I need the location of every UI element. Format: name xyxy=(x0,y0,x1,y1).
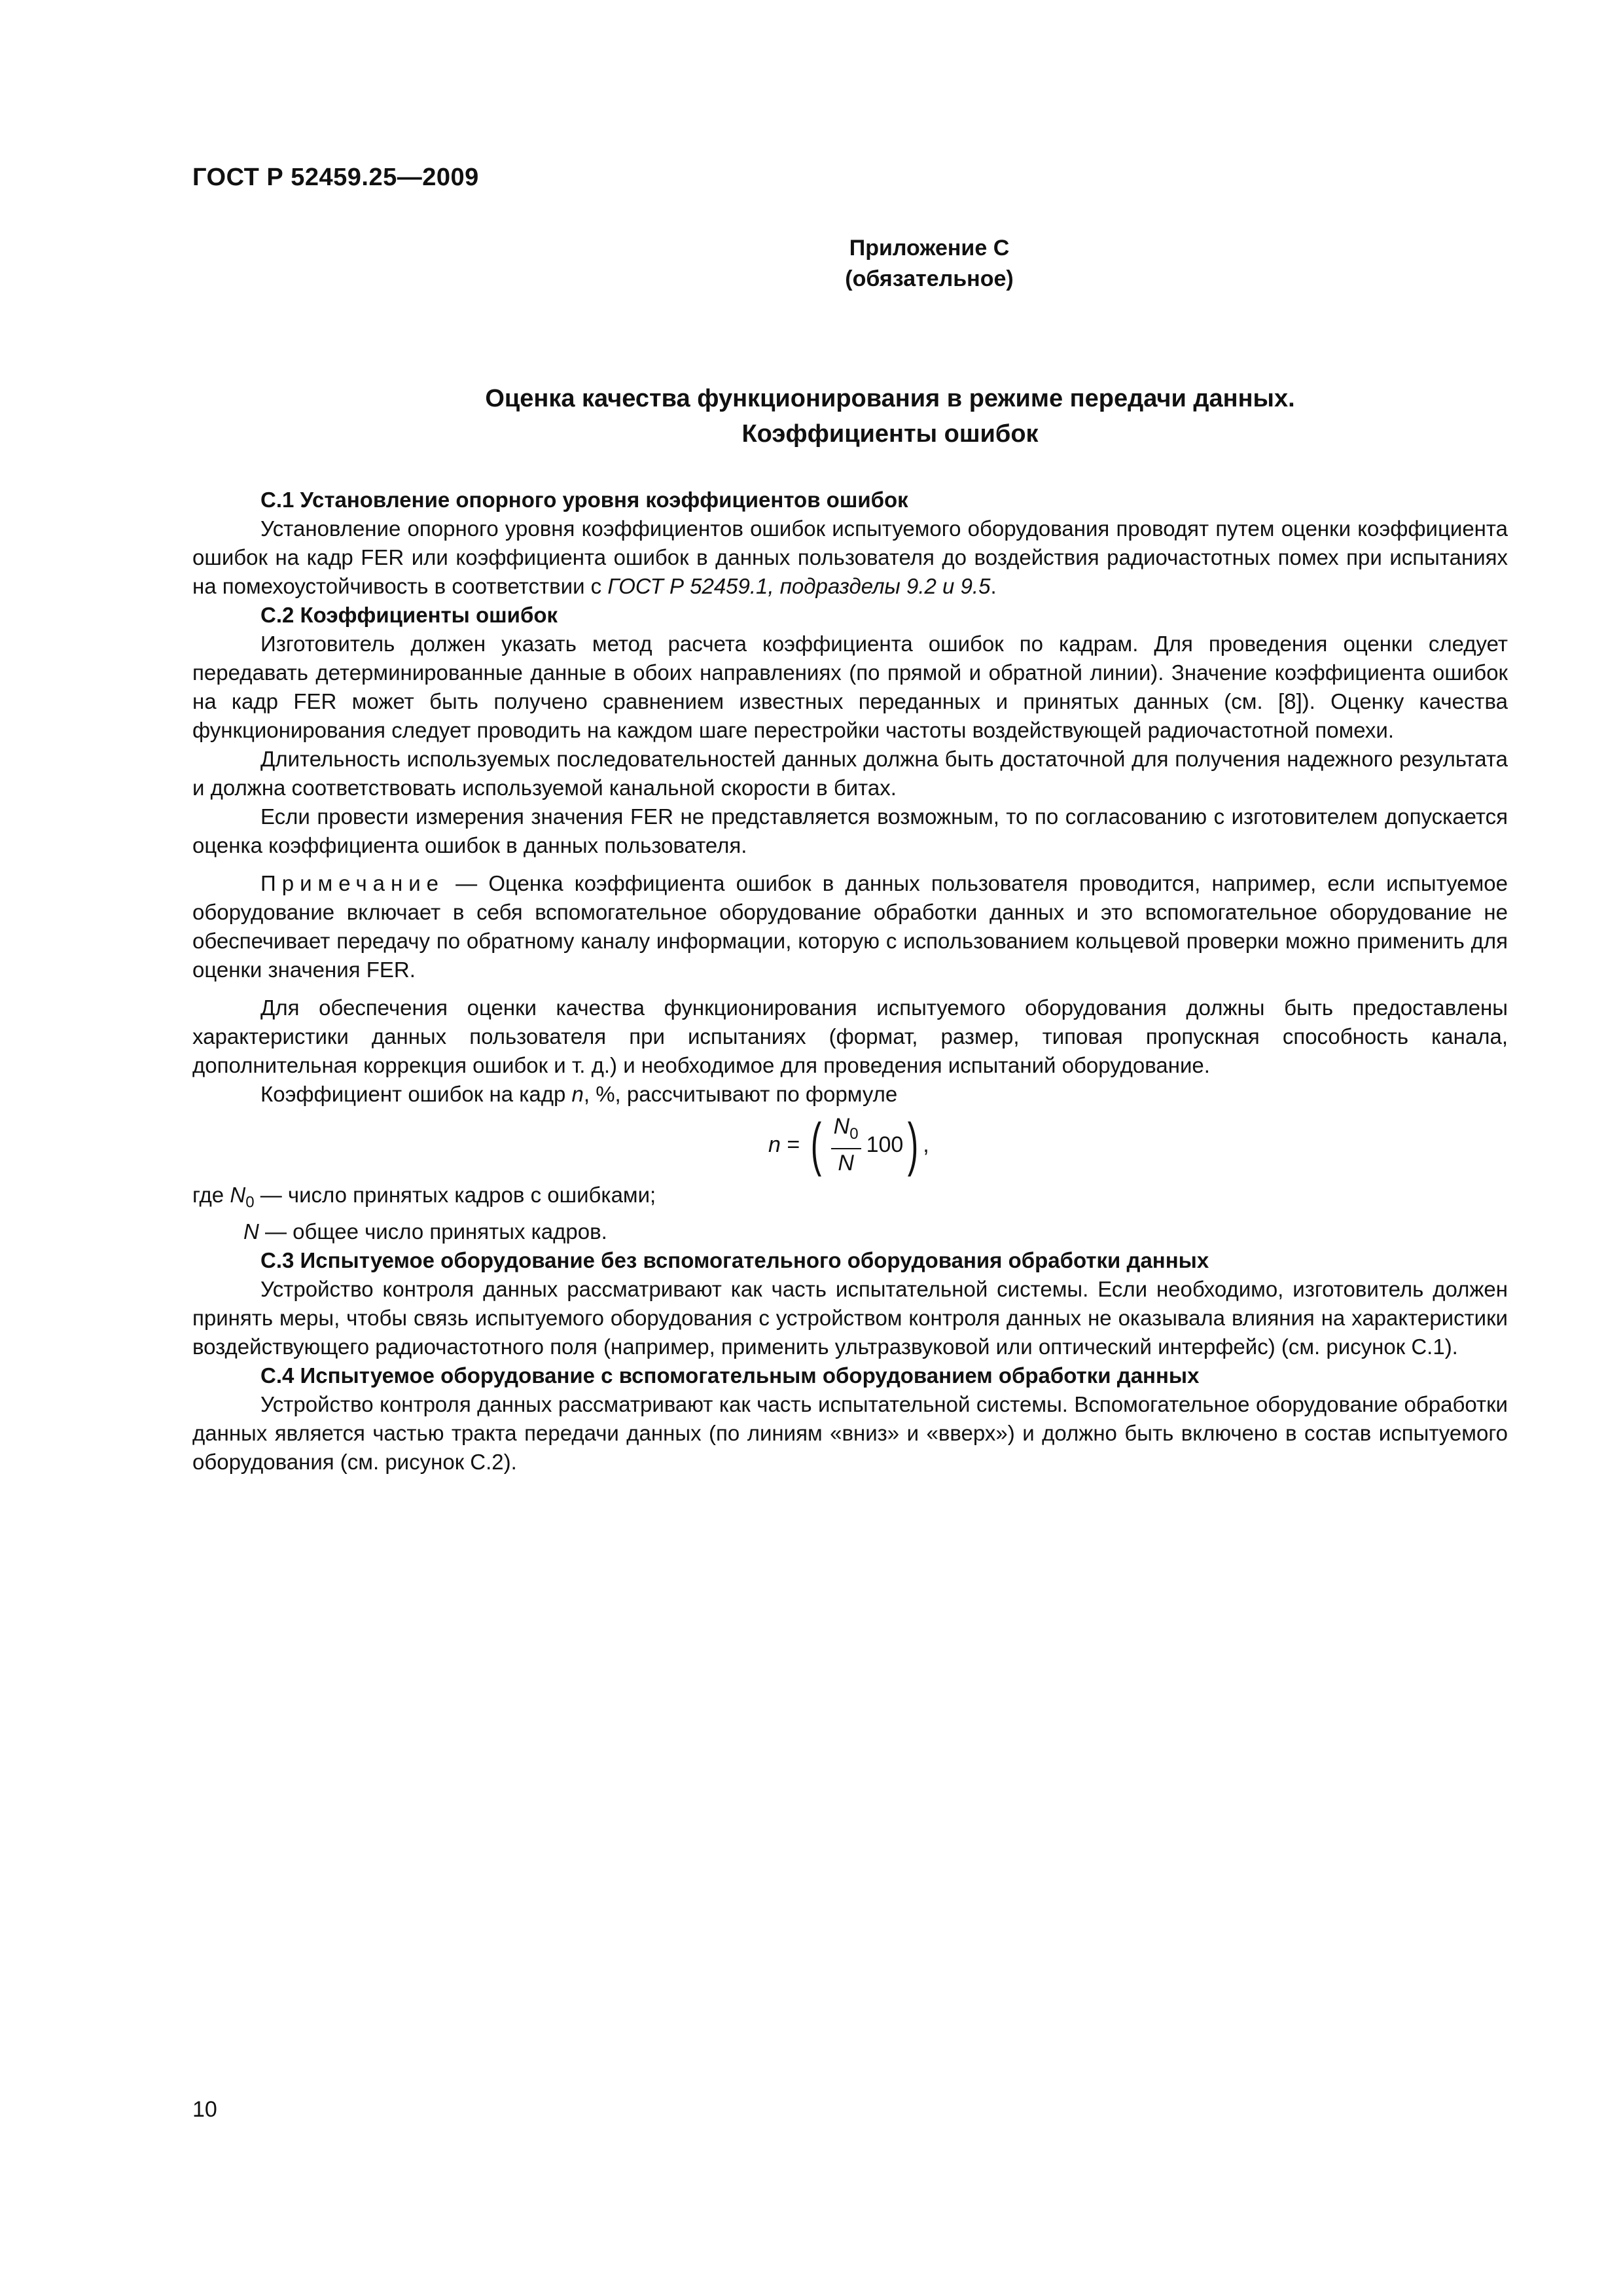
legend-desc-n: — общее число принятых кадров. xyxy=(259,1219,607,1244)
numerator-subscript: 0 xyxy=(849,1124,859,1143)
body-text xyxy=(192,486,1508,1477)
legend-prefix: где xyxy=(192,1183,230,1207)
title-line-1: Оценка качества функционирования в режиме передачи данных. xyxy=(485,385,1295,412)
fraction xyxy=(831,1113,861,1177)
legend-var-n: N xyxy=(243,1219,259,1244)
appendix-label xyxy=(0,233,1623,295)
paragraph-end: . xyxy=(990,574,997,598)
variable-n: n xyxy=(571,1082,584,1106)
legend-subscript: 0 xyxy=(245,1193,255,1211)
heading-c1: С.1 Установление опорного уровня коэффициентов ошибок xyxy=(260,488,908,512)
heading-c3: С.3 Испытуемое оборудование без вспомогательного оборудования обработки данных xyxy=(260,1247,1209,1272)
paragraph-c2-2: Длительность используемых последовательностей данных должна быть достаточной для получения надежного результата и должна соответствовать используемой канальной скорости в битах. xyxy=(192,747,1508,800)
fraction-denominator: N xyxy=(838,1150,854,1175)
appendix-title: Приложение С xyxy=(849,236,1010,260)
heading-c4: С.4 Испытуемое оборудование с вспомогательным оборудованием обработки данных xyxy=(260,1363,1200,1388)
paragraph-c2-3: Если провести измерения значения FER не представляется возможным, то по согласованию с изготовителем допускается оценка коэффициента ошибок в данных пользователя. xyxy=(192,804,1508,857)
paragraph-c2-5 xyxy=(192,1080,1508,1109)
paragraph-text: Установление опорного уровня коэффициентов ошибок испытуемого оборудования проводят путем оценки коэффициента ошибок на кадр FER или коэффициента ошибок в данных пользователя до воздействия радиочастотных помех при испытаниях на помехоустойчивость в соответствии с xyxy=(192,516,1508,598)
formula-intro: Коэффициент ошибок на кадр xyxy=(260,1082,572,1106)
paragraph-c2-4: Для обеспечения оценки качества функционирования испытуемого оборудования должны быть предоставлены характеристики данных пользователя при испытаниях (формат, размер, типовая пропускная способность канала, дополнительная коррекция ошибок и т. д.) и необходимое для проведения испытаний оборудование. xyxy=(192,996,1508,1077)
page-number: 10 xyxy=(192,2097,217,2122)
heading-c2: С.2 Коэффициенты ошибок xyxy=(260,603,558,627)
note-text: — Оценка коэффициента ошибок в данных пользователя проводится, например, если испытуемое оборудование включает в себя вспомогательное оборудование обработки данных и это вспомогательное оборудование не обеспечивает передачу по обратному каналу информации, которую с использованием кольцевой проверки можно применить для оценки значения FER. xyxy=(192,871,1508,982)
legend-row-n xyxy=(192,1217,1508,1246)
left-parenthesis: ( xyxy=(810,1112,821,1177)
formula-equals: = xyxy=(780,1132,806,1157)
paragraph-c4-1: Устройство контроля данных рассматривают как часть испытательной системы. Вспомогательное оборудование обработки данных является частью тракта передачи данных (по линиям «вниз» и «вверх») и должно быть включено в состав испытуемого оборудования (см. рисунок С.2). xyxy=(192,1391,1508,1474)
formula-lhs: n xyxy=(768,1132,781,1157)
note xyxy=(192,869,1508,984)
paragraph-c3-1: Устройство контроля данных рассматривают как часть испытательной системы. Если необходимо, изготовитель должен принять меры, чтобы связь испытуемого оборудования с устройством контроля данных не оказывала влияния на характеристики воздействующего радиочастотного поля (например, применить ультразвуковой или оптический интерфейс) (см. рисунок С.1). xyxy=(192,1276,1508,1359)
right-parenthesis: ) xyxy=(908,1112,919,1177)
numerator-var: N xyxy=(833,1114,850,1139)
legend-desc-n0: — число принятых кадров с ошибками; xyxy=(254,1183,656,1207)
title-line-2: Коэффициенты ошибок xyxy=(741,420,1039,448)
formula xyxy=(192,1109,1508,1181)
formula-legend xyxy=(192,1181,1508,1246)
section-title xyxy=(0,381,1623,452)
formula-factor: 100 xyxy=(866,1132,904,1157)
legend-var-n0: N xyxy=(230,1183,246,1207)
document-id: ГОСТ Р 52459.25—2009 xyxy=(192,164,479,191)
paragraph-c1-1 xyxy=(192,514,1508,601)
paragraph-c2-1: Изготовитель должен указать метод расчета коэффициента ошибок по кадрам. Для проведения оценки следует передавать детерминированные данные в обоих направлениях (по прямой и обратной линии). Значение коэффициента ошибок на кадр FER может быть получено сравнением известных переданных и принятых данных (см. [8]). Оценку качества функционирования следует проводить на каждом шаге перестройки частоты воздействующей радиочастотной помехи. xyxy=(192,632,1508,742)
appendix-status: (обязательное) xyxy=(845,266,1014,291)
formula-tail: , xyxy=(923,1132,929,1157)
fraction-numerator xyxy=(831,1113,861,1149)
formula-intro-end: , %, рассчитывают по формуле xyxy=(583,1082,898,1106)
legend-row-n0 xyxy=(192,1181,1508,1217)
standard-reference: ГОСТ Р 52459.1, подразделы 9.2 и 9.5 xyxy=(607,574,991,598)
note-label: Примечание xyxy=(260,871,445,895)
